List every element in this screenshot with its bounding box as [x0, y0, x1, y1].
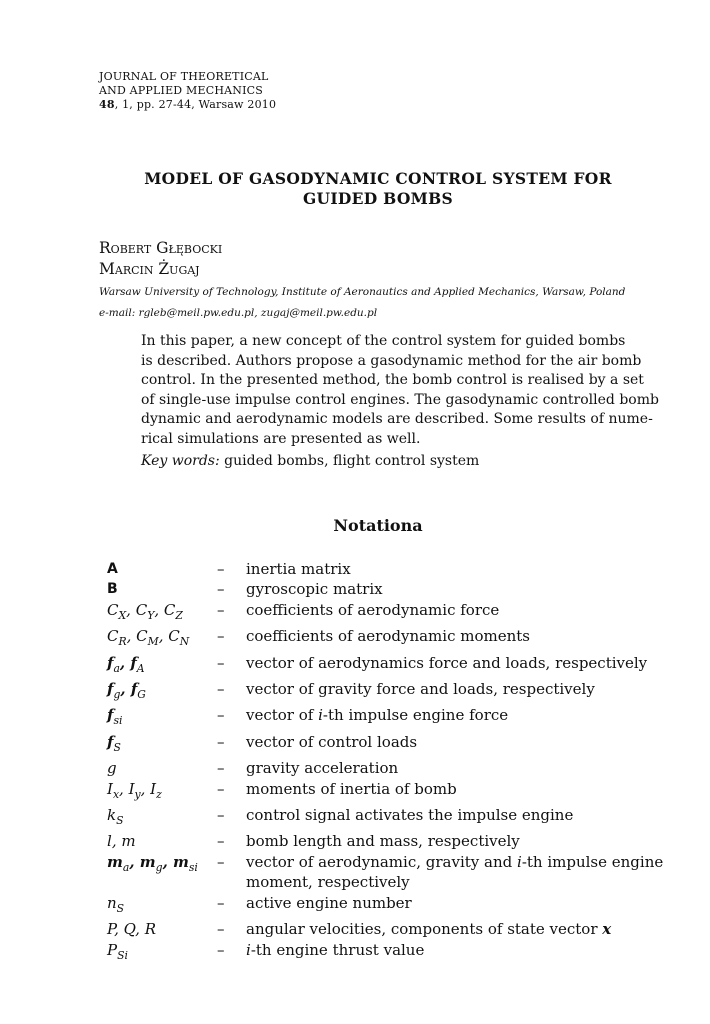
notation-row — [107, 626, 667, 652]
notation-description: vector of i-th impulse engine force — [246, 706, 509, 725]
notation-symbol: $f_{si}$ — [107, 706, 123, 728]
notation-symbol: l, m — [107, 832, 136, 851]
abstract-line: control. In the presented method, the bomb control is realised by a set — [141, 372, 644, 388]
notation-dash: – — [217, 600, 225, 619]
abstract — [141, 332, 659, 449]
notation-dash: – — [217, 940, 225, 959]
volume-number: 48 — [99, 98, 115, 111]
notation-symbol: $n_S$ — [107, 893, 125, 915]
author-name: Marcin Żugaj — [99, 260, 200, 278]
notation-symbol: $f_a$, $f_A$ — [107, 653, 145, 675]
abstract-line: of single-use impulse control engines. The gasodynamic controlled bomb — [141, 391, 659, 408]
notation-symbol: $m_a$, $m_g$, $m_{si}$ — [107, 852, 198, 874]
notation-symbol: $f_S$ — [107, 732, 121, 754]
notation-row — [107, 779, 667, 805]
notation-description: vector of gravity force and loads, respectively — [246, 680, 595, 699]
notation-symbol: B — [107, 581, 118, 598]
keywords-label: Key words: — [141, 453, 220, 469]
notation-description: coefficients of aerodynamic force — [246, 600, 500, 619]
journal-issue — [99, 98, 276, 112]
abstract-line: In this paper, a new concept of the control system for guided bombs — [141, 333, 626, 349]
notation-row — [107, 805, 667, 831]
notation-description: inertia matrix — [246, 560, 351, 578]
notation-row — [107, 679, 667, 705]
notation-description: gravity acceleration — [246, 759, 399, 778]
notation-symbol: g — [107, 759, 117, 778]
journal-name-line1: JOURNAL OF THEORETICAL — [99, 70, 269, 83]
notation-description: vector of control loads — [246, 732, 418, 751]
notation-symbol: $k_S$ — [107, 806, 124, 828]
notation-dash: – — [217, 920, 225, 939]
notation-row — [107, 852, 667, 893]
notation-symbol: $I_x$, $I_y$, $I_z$ — [107, 779, 162, 801]
notation-dash: – — [217, 627, 225, 646]
notation-description: bomb length and mass, respectively — [246, 832, 520, 851]
notation-dash: – — [217, 759, 225, 778]
issue-info: , 1, pp. 27-44, Warsaw 2010 — [114, 98, 277, 111]
notation-dash: – — [217, 806, 225, 825]
title-line2: GUIDED BOMBS — [302, 189, 454, 208]
notation-list — [107, 559, 667, 966]
notation-row — [107, 579, 667, 599]
notation-symbol: $f_g$, $f_G$ — [107, 680, 146, 702]
notation-dash: – — [217, 832, 225, 851]
notation-row — [107, 758, 667, 778]
author-name: Robert Głębocki — [99, 239, 223, 257]
notation-description: control signal activates the impulse engine — [246, 806, 574, 825]
journal-name-line2: AND APPLIED MECHANICS — [99, 84, 263, 97]
notation-row — [107, 705, 667, 731]
paper-title — [60, 169, 696, 209]
notation-dash: – — [217, 779, 225, 798]
notation-description: vector of aerodynamic, gravity and i-th impulse engine moment, respectively — [246, 852, 664, 892]
notation-row — [107, 732, 667, 758]
notation-symbol: $C_R$, $C_M$, $C_N$ — [107, 627, 190, 649]
abstract-line: rical simulations are presented as well. — [141, 430, 421, 447]
journal-header — [99, 70, 276, 112]
notation-row — [107, 600, 667, 626]
title-line1: MODEL OF GASODYNAMIC CONTROL SYSTEM FOR — [144, 169, 612, 188]
notation-row — [107, 559, 667, 579]
abstract-line: dynamic and aerodynamic models are described. Some results of nume- — [141, 411, 653, 427]
notation-symbol: P, Q, R — [107, 920, 157, 939]
notation-row — [107, 653, 667, 679]
notation-dash: – — [217, 893, 225, 912]
notation-description: moments of inertia of bomb — [246, 779, 457, 798]
notation-symbol: $P_{Si}$ — [107, 940, 128, 962]
affiliation: Warsaw University of Technology, Institute of Aeronautics and Applied Mechanics, Warsaw, Poland — [99, 286, 626, 298]
keywords — [141, 452, 479, 471]
email-line: e-mail: rgleb@meil.pw.edu.pl, zugaj@meil.pw.edu.pl — [99, 307, 378, 319]
notation-description: i-th engine thrust value — [246, 940, 425, 959]
notation-dash: – — [217, 732, 225, 751]
notation-description: vector of aerodynamics force and loads, respectively — [246, 653, 648, 672]
notation-dash: – — [217, 680, 225, 699]
keywords-text: guided bombs, flight control system — [219, 453, 480, 469]
notation-symbol: $C_X$, $C_Y$, $C_Z$ — [107, 600, 183, 622]
notation-row — [107, 831, 667, 851]
notation-dash: – — [217, 580, 225, 599]
notation-row — [107, 940, 667, 966]
notation-row — [107, 919, 667, 939]
notation-dash: – — [217, 560, 225, 578]
notation-dash: – — [217, 653, 225, 672]
notation-description: gyroscopic matrix — [246, 580, 383, 599]
abstract-line: is described. Authors propose a gasodynamic method for the air bomb — [141, 352, 642, 369]
section-heading: Notationa — [333, 516, 423, 535]
notation-description: coefficients of aerodynamic moments — [246, 627, 530, 646]
notation-dash: – — [217, 706, 225, 725]
notation-symbol: A — [107, 561, 118, 577]
notation-dash: – — [217, 852, 225, 871]
author-list — [99, 238, 222, 280]
notation-description: angular velocities, components of state vector x — [246, 920, 612, 939]
notation-description: active engine number — [246, 893, 412, 912]
notation-row — [107, 893, 667, 919]
